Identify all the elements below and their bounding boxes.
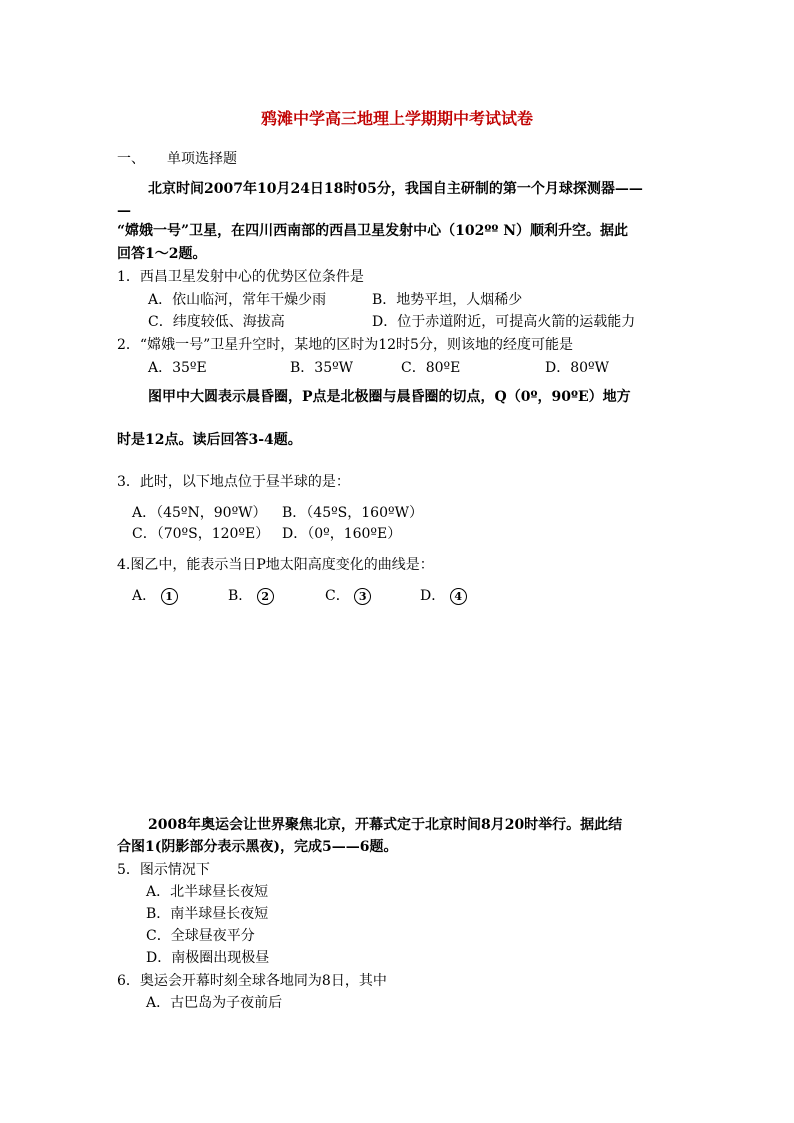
- circled-number-icon: 4: [450, 588, 467, 605]
- page-title: 鸦滩中学高三地理上学期期中考试试卷: [260, 109, 533, 128]
- q2-option-a: A．35ºE: [148, 360, 207, 376]
- q3-option-c: C．（70ºS，120ºE）: [132, 526, 270, 542]
- q5-option-d: D．南极圈出现极昼: [146, 950, 270, 966]
- q1-option-b: B．地势平坦，人烟稀少: [372, 292, 523, 308]
- intro1-line3: “嫦娥一号”卫星，在四川西南部的西昌卫星发射中心（102ºº N）顺利升空。据此: [117, 223, 628, 239]
- q4-option-a-label: A．: [132, 588, 157, 604]
- intro3-line1: 2008年奥运会让世界聚焦北京，开幕式定于北京时间8月20时举行。据此结: [148, 817, 623, 833]
- q5-option-a: A．北半球昼长夜短: [146, 884, 269, 900]
- intro1-line2: —: [117, 203, 131, 219]
- q2-stem: 2．“嫦娥一号”卫星升空时，某地的区时为12时5分，则该地的经度可能是: [117, 337, 573, 353]
- q2-option-c: C．80ºE: [401, 360, 461, 376]
- q3-option-b: B．（45ºS，160ºW）: [282, 505, 423, 521]
- q1-option-d: D．位于赤道附近，可提高火箭的运载能力: [372, 314, 636, 330]
- q2-option-b: B．35ºW: [290, 360, 354, 376]
- intro3-line2: 合图1(阴影部分表示黑夜)，完成5——6题。: [117, 839, 398, 855]
- q5-stem: 5．图示情况下: [117, 862, 210, 878]
- section-label: 单项选择题: [167, 151, 237, 167]
- intro1-line4: 回答1～2题。: [117, 246, 207, 262]
- section-number: 一、: [117, 151, 145, 167]
- q1-option-a: A．依山临河，常年干燥少雨: [148, 292, 327, 308]
- q4-option-b: [228, 587, 274, 605]
- circled-number-icon: 2: [257, 588, 274, 605]
- circled-number-icon: 3: [354, 588, 371, 605]
- q4-stem: 4.图乙中，能表示当日P地太阳高度变化的曲线是：: [117, 557, 434, 573]
- q6-option-a: A．古巴岛为子夜前后: [146, 995, 283, 1011]
- q4-option-a: [132, 587, 178, 605]
- intro1-line1: 北京时间2007年10月24日18时05分，我国自主研制的第一个月球探测器——: [148, 181, 643, 197]
- q1-option-c: C．纬度较低、海拔高: [148, 314, 285, 330]
- q4-option-d-label: D．: [420, 588, 446, 604]
- q3-option-d: D．（0º，160ºE）: [282, 526, 402, 542]
- circled-number-icon: 1: [161, 588, 178, 605]
- q4-option-b-label: B．: [228, 588, 253, 604]
- intro2-line2: 时是12点。读后回答3-4题。: [117, 432, 302, 448]
- q5-option-c: C．全球昼夜平分: [146, 928, 255, 944]
- q3-stem: 3．此时，以下地点位于昼半球的是：: [117, 474, 350, 490]
- q5-option-b: B．南半球昼长夜短: [146, 906, 269, 922]
- q2-option-d: D．80ºW: [545, 360, 610, 376]
- q4-option-c-label: C．: [325, 588, 350, 604]
- q6-stem: 6．奥运会开幕时刻全球各地同为8日，其中: [117, 973, 387, 989]
- q4-option-d: [420, 587, 467, 605]
- intro2-line1: 图甲中大圆表示晨昏圈，P点是北极圈与晨昏圈的切点，Q（0º，90ºE）地方: [148, 389, 631, 405]
- q3-option-a: A．（45ºN，90ºW）: [132, 505, 267, 521]
- q4-option-c: [325, 587, 371, 605]
- q1-stem: 1．西昌卫星发射中心的优势区位条件是: [117, 269, 364, 285]
